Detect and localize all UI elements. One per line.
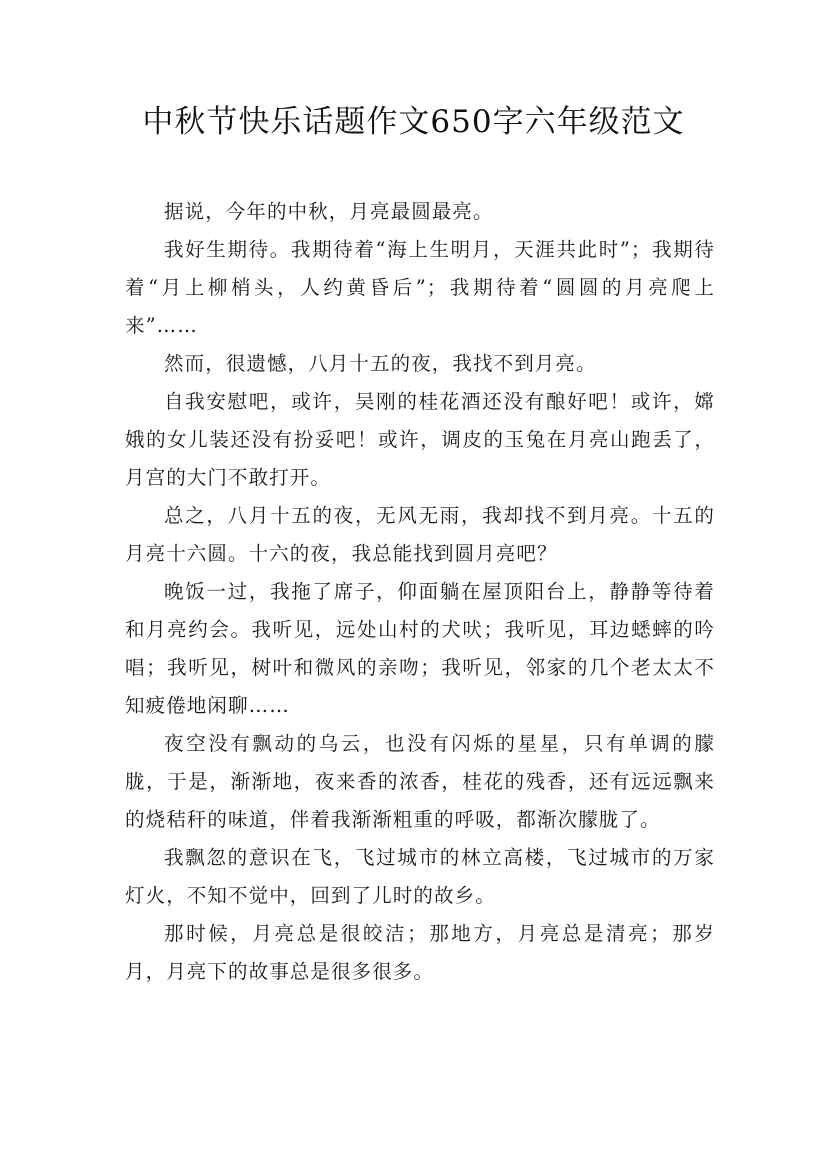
document-title: 中秋节快乐话题作文650字六年级范文 <box>142 104 685 140</box>
paragraph: 自我安慰吧，或许，吴刚的桂花酒还没有酿好吧！或许，嫦娥的女儿装还没有扮妥吧！或许，调皮的玉兔在月亮山跑丢了，月宫的大门不敢打开。 <box>125 390 715 489</box>
document-body <box>125 193 715 991</box>
paragraph: 总之，八月十五的夜，无风无雨，我却找不到月亮。十五的月亮十六圆。十六的夜，我总能找到圆月亮吧？ <box>125 504 715 565</box>
paragraph: 据说，今年的中秋，月亮最圆最亮。 <box>164 200 494 223</box>
paragraph: 晚饭一过，我拖了席子，仰面躺在屋顶阳台上，静静等待着和月亮约会。我听见，远处山村的犬吠；我听见，耳边蟋蟀的吟唱；我听见，树叶和微风的亲吻；我听见，邻家的几个老太太不知疲倦地闲聊…… <box>125 580 715 717</box>
paragraph: 我飘忽的意识在飞，飞过城市的林立高楼，飞过城市的万家灯火，不知不觉中，回到了儿时的故乡。 <box>125 846 715 907</box>
paragraph: 然而，很遗憾，八月十五的夜，我找不到月亮。 <box>164 352 597 375</box>
paragraph: 那时候，月亮总是很皎洁；那地方，月亮总是清亮；那岁月，月亮下的故事总是很多很多。 <box>125 922 715 983</box>
paragraph: 夜空没有飘动的乌云，也没有闪烁的星星，只有单调的朦胧，于是，渐渐地，夜来香的浓香，桂花的残香，还有远远飘来的烧秸秆的味道，伴着我渐渐粗重的呼吸，都渐次朦胧了。 <box>125 732 715 831</box>
paragraph: 我好生期待。我期待着“海上生明月，天涯共此时”；我期待着“月上柳梢头，人约黄昏后”；我期待着“圆圆的月亮爬上来”…… <box>125 238 715 337</box>
